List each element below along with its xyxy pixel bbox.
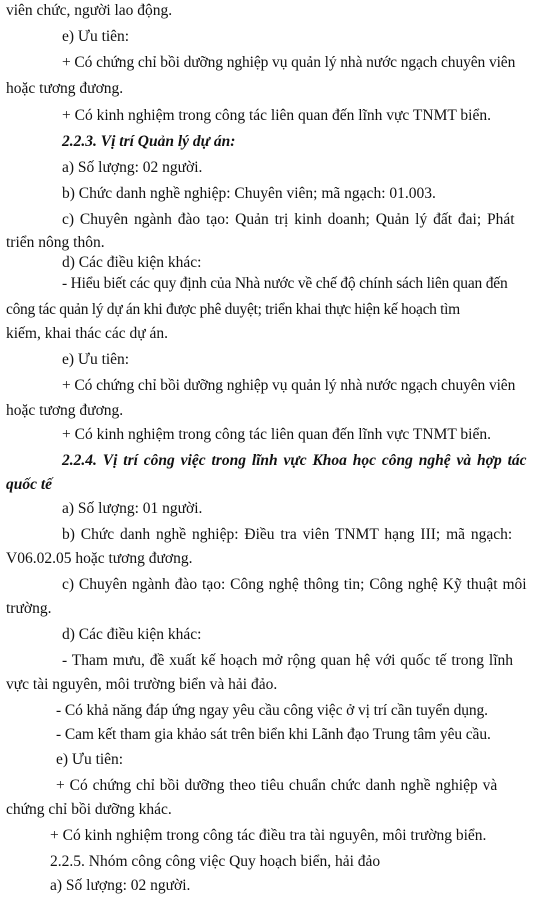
text-line: b) Chức danh nghề nghiệp: Điều tra viên TNMT hạng III; mã ngạch: [62,526,513,543]
text-line: + Có chứng chỉ bồi dưỡng theo tiêu chuẩn chức danh nghề nghiệp và [56,777,498,794]
text-line: - Tham mưu, đề xuất kế hoạch mở rộng quan hệ với quốc tế trong lĩnh [62,652,514,669]
text-line: a) Số lượng: 01 người. [62,500,203,517]
text-line: hoặc tương đương. [6,402,124,419]
text-line: d) Các điều kiện khác: [62,254,202,271]
text-line: vực tài nguyên, môi trường biển và hải đảo. [6,676,278,693]
text-line: c) Chuyên ngành đào tạo: Công nghệ thông tin; Công nghệ Kỹ thuật môi [62,576,527,593]
text-line: + Có kinh nghiệm trong công tác liên quan đến lĩnh vực TNMT biển. [62,107,491,124]
text-line: + Có kinh nghiệm trong công tác liên quan đến lĩnh vực TNMT biển. [62,426,491,443]
text-line: e) Ưu tiên: [62,351,130,368]
text-line: trường. [6,600,52,617]
text-line: c) Chuyên ngành đào tạo: Quản trị kinh doanh; Quản lý đất đai; Phát [62,211,515,228]
text-line: - Cam kết tham gia khảo sát trên biển khi Lãnh đạo Trung tâm yêu cầu. [56,726,491,743]
text-line: - Có khả năng đáp ứng ngay yêu cầu công việc ở vị trí cần tuyển dụng. [56,702,488,719]
section-heading-continued: quốc tế [6,476,53,493]
text-line: - Hiểu biết các quy định của Nhà nước về chế độ chính sách liên quan đến [62,275,508,292]
text-line: d) Các điều kiện khác: [62,626,202,643]
text-line: + Có chứng chỉ bồi dưỡng nghiệp vụ quản lý nhà nước ngạch chuyên viên [62,54,516,71]
section-heading: 2.2.3. Vị trí Quản lý dự án: [62,133,236,150]
text-line: e) Ưu tiên: [62,28,130,45]
section-heading: 2.2.4. Vị trí công việc trong lĩnh vực Khoa học công nghệ và hợp tác [62,452,527,469]
text-line: e) Ưu tiên: [56,751,124,768]
text-line: a) Số lượng: 02 người. [62,159,203,176]
text-line: a) Số lượng: 02 người. [50,877,191,894]
section-heading: 2.2.5. Nhóm công công việc Quy hoạch biển, hải đảo [50,853,381,870]
text-line: công tác quản lý dự án khi được phê duyệt; triển khai thực hiện kế hoạch tìm [6,301,460,318]
text-line: kiếm, khai thác các dự án. [6,325,169,342]
text-line: V06.02.05 hoặc tương đương. [6,550,193,567]
text-line: + Có chứng chỉ bồi dưỡng nghiệp vụ quản lý nhà nước ngạch chuyên viên [62,377,516,394]
text-line: hoặc tương đương. [6,80,124,97]
text-line: b) Chức danh nghề nghiệp: Chuyên viên; mã ngạch: 01.003. [62,185,436,202]
text-line: triển nông thôn. [6,234,105,251]
text-line: + Có kinh nghiệm trong công tác điều tra tài nguyên, môi trường biển. [50,827,487,844]
text-line: chứng chỉ bồi dưỡng khác. [6,801,172,818]
text-line: viên chức, người lao động. [6,2,173,19]
